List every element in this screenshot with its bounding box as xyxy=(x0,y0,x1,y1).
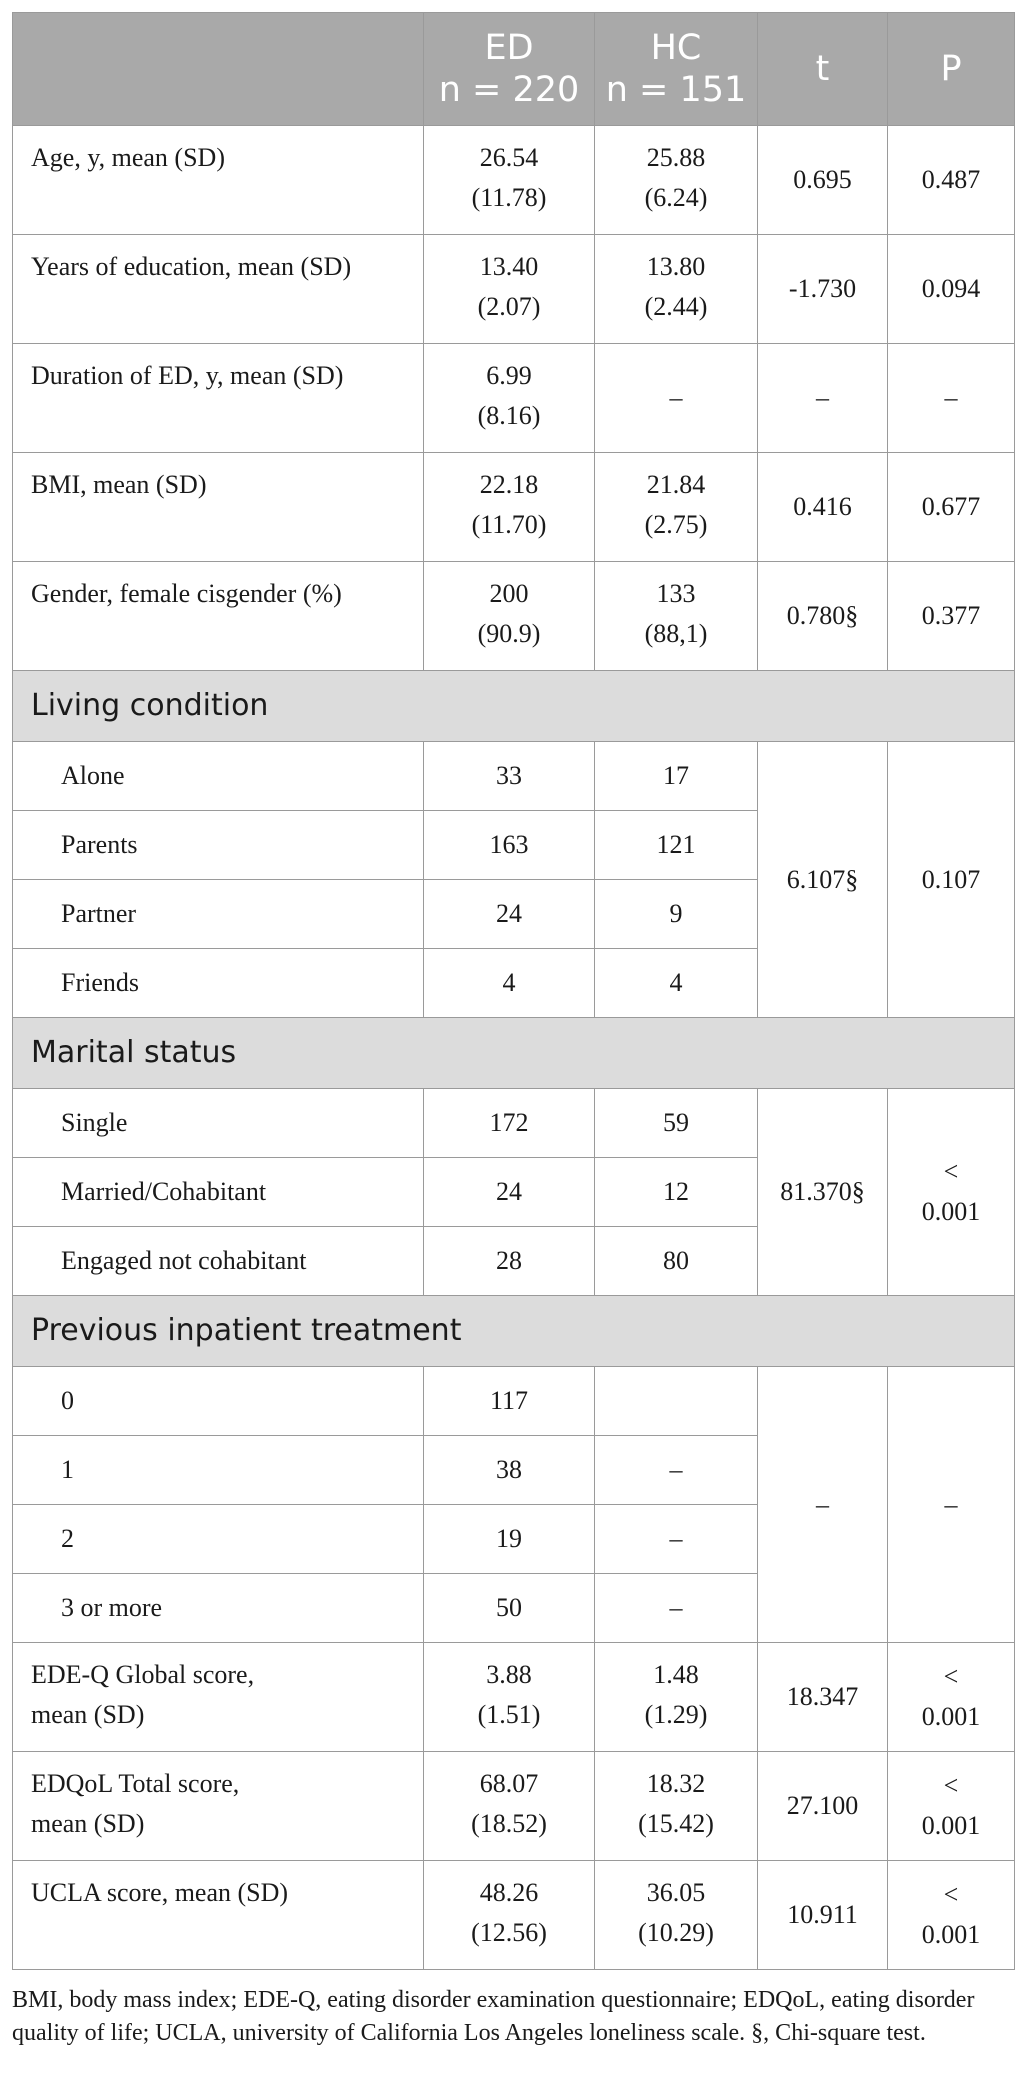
row-label: Age, y, mean (SD) xyxy=(13,126,424,235)
ed-sd: (11.78) xyxy=(471,183,547,212)
table-row xyxy=(13,126,1015,235)
row-label: 1 xyxy=(13,1436,424,1505)
ed-sd: (1.51) xyxy=(477,1700,541,1729)
t-value: 0.695 xyxy=(758,126,888,235)
ed-mean: 68.07 xyxy=(479,1769,539,1798)
p-value: 0.107 xyxy=(888,742,1015,1018)
t-value: 27.100 xyxy=(758,1752,888,1861)
hc-sd: (15.42) xyxy=(638,1809,714,1838)
hc-value: – xyxy=(595,1574,758,1643)
ed-value xyxy=(424,453,595,562)
hc-sd: (10.29) xyxy=(638,1918,714,1947)
row-label: Parents xyxy=(13,811,424,880)
p-value: 0.487 xyxy=(888,126,1015,235)
row-label: BMI, mean (SD) xyxy=(13,453,424,562)
hc-value: – xyxy=(595,1436,758,1505)
table-row xyxy=(13,1861,1015,1970)
p-less-than: < xyxy=(943,1880,959,1909)
ed-mean: 26.54 xyxy=(479,143,539,172)
ed-value: 50 xyxy=(424,1574,595,1643)
hc-value: 12 xyxy=(595,1158,758,1227)
ed-value: 19 xyxy=(424,1505,595,1574)
p-value xyxy=(888,1089,1015,1296)
ed-value: 117 xyxy=(424,1367,595,1436)
hc-mean: 18.32 xyxy=(646,1769,706,1798)
hc-value: – xyxy=(595,1505,758,1574)
hc-value xyxy=(595,1861,758,1970)
header-t: t xyxy=(758,13,888,126)
table-row xyxy=(13,344,1015,453)
ed-mean: 3.88 xyxy=(486,1660,532,1689)
header-hc-label: HC xyxy=(650,28,702,68)
ed-value: 24 xyxy=(424,1158,595,1227)
ed-value: 28 xyxy=(424,1227,595,1296)
table-row xyxy=(13,235,1015,344)
ed-mean: 13.40 xyxy=(479,252,539,281)
p-value: – xyxy=(888,344,1015,453)
hc-mean: 36.05 xyxy=(646,1878,706,1907)
section-header-row xyxy=(13,1018,1015,1089)
table-row xyxy=(13,1089,1015,1158)
header-blank xyxy=(13,13,424,126)
header-hc xyxy=(595,13,758,126)
hc-value: 4 xyxy=(595,949,758,1018)
p-value: 0.377 xyxy=(888,562,1015,671)
hc-sd: (1.29) xyxy=(644,1700,708,1729)
hc-sd: (2.44) xyxy=(644,292,708,321)
row-label: 3 or more xyxy=(13,1574,424,1643)
t-value: 10.911 xyxy=(758,1861,888,1970)
hc-value: 59 xyxy=(595,1089,758,1158)
table-header-row xyxy=(13,13,1015,126)
row-label: Gender, female cisgender (%) xyxy=(13,562,424,671)
p-threshold: 0.001 xyxy=(921,1920,981,1949)
p-less-than: < xyxy=(943,1157,959,1186)
ed-value xyxy=(424,562,595,671)
t-value: 18.347 xyxy=(758,1643,888,1752)
ed-value: 33 xyxy=(424,742,595,811)
ed-percent: (90.9) xyxy=(477,619,541,648)
header-ed xyxy=(424,13,595,126)
t-value: – xyxy=(758,1367,888,1643)
row-label: Duration of ED, y, mean (SD) xyxy=(13,344,424,453)
header-ed-n: n = 220 xyxy=(438,70,580,110)
hc-value: 9 xyxy=(595,880,758,949)
ed-value: 38 xyxy=(424,1436,595,1505)
row-label: Years of education, mean (SD) xyxy=(13,235,424,344)
hc-mean: 25.88 xyxy=(646,143,706,172)
row-label: Alone xyxy=(13,742,424,811)
t-value: 6.107§ xyxy=(758,742,888,1018)
hc-value xyxy=(595,562,758,671)
hc-value: 80 xyxy=(595,1227,758,1296)
p-threshold: 0.001 xyxy=(921,1702,981,1731)
ed-value xyxy=(424,1643,595,1752)
ed-value: 24 xyxy=(424,880,595,949)
table-row xyxy=(13,742,1015,811)
hc-percent: (88,1) xyxy=(644,619,708,648)
row-label: Friends xyxy=(13,949,424,1018)
hc-value xyxy=(595,1643,758,1752)
hc-sd: (6.24) xyxy=(644,183,708,212)
row-label-line2: mean (SD) xyxy=(31,1700,145,1729)
row-label-line2: mean (SD) xyxy=(31,1809,145,1838)
p-less-than: < xyxy=(943,1771,959,1800)
header-hc-n: n = 151 xyxy=(605,70,747,110)
ed-value: 163 xyxy=(424,811,595,880)
section-header-row xyxy=(13,671,1015,742)
ed-value: 4 xyxy=(424,949,595,1018)
hc-value xyxy=(595,453,758,562)
p-threshold: 0.001 xyxy=(921,1197,981,1226)
hc-count: 133 xyxy=(656,579,696,608)
row-label: UCLA score, mean (SD) xyxy=(13,1861,424,1970)
p-value xyxy=(888,1752,1015,1861)
table-row xyxy=(13,1643,1015,1752)
hc-value: – xyxy=(595,344,758,453)
ed-sd: (11.70) xyxy=(471,510,547,539)
p-value xyxy=(888,1643,1015,1752)
ed-mean: 6.99 xyxy=(486,361,532,390)
ed-count: 200 xyxy=(489,579,529,608)
p-less-than: < xyxy=(943,1662,959,1691)
ed-value xyxy=(424,235,595,344)
row-label xyxy=(13,1752,424,1861)
p-value xyxy=(888,1861,1015,1970)
table-row xyxy=(13,1752,1015,1861)
hc-value xyxy=(595,235,758,344)
demographics-table xyxy=(12,12,1015,1970)
p-threshold: 0.001 xyxy=(921,1811,981,1840)
ed-mean: 22.18 xyxy=(479,470,539,499)
row-label-line1: EDQoL Total score, xyxy=(31,1769,240,1798)
ed-sd: (2.07) xyxy=(477,292,541,321)
ed-sd: (18.52) xyxy=(471,1809,547,1838)
p-value: 0.094 xyxy=(888,235,1015,344)
ed-value xyxy=(424,344,595,453)
ed-value xyxy=(424,1752,595,1861)
table-row xyxy=(13,562,1015,671)
row-label: 0 xyxy=(13,1367,424,1436)
section-title-inpatient: Previous inpatient treatment xyxy=(13,1296,1015,1367)
header-p: P xyxy=(888,13,1015,126)
row-label: Single xyxy=(13,1089,424,1158)
t-value: 0.416 xyxy=(758,453,888,562)
hc-mean: 21.84 xyxy=(646,470,706,499)
row-label: Partner xyxy=(13,880,424,949)
row-label: 2 xyxy=(13,1505,424,1574)
t-value: – xyxy=(758,344,888,453)
ed-value: 172 xyxy=(424,1089,595,1158)
row-label: Married/Cohabitant xyxy=(13,1158,424,1227)
row-label-line1: EDE-Q Global score, xyxy=(31,1660,255,1689)
hc-mean: 13.80 xyxy=(646,252,706,281)
t-value: 0.780§ xyxy=(758,562,888,671)
hc-value: 121 xyxy=(595,811,758,880)
section-header-row xyxy=(13,1296,1015,1367)
hc-value: 17 xyxy=(595,742,758,811)
ed-mean: 48.26 xyxy=(479,1878,539,1907)
section-title-marital: Marital status xyxy=(13,1018,1015,1089)
table-row xyxy=(13,1367,1015,1436)
p-value: – xyxy=(888,1367,1015,1643)
table-row xyxy=(13,453,1015,562)
ed-value xyxy=(424,126,595,235)
row-label xyxy=(13,1643,424,1752)
hc-value xyxy=(595,126,758,235)
hc-sd: (2.75) xyxy=(644,510,708,539)
ed-sd: (8.16) xyxy=(477,401,541,430)
t-value: 81.370§ xyxy=(758,1089,888,1296)
hc-mean: 1.48 xyxy=(653,1660,699,1689)
hc-value xyxy=(595,1367,758,1436)
hc-value xyxy=(595,1752,758,1861)
section-title-living: Living condition xyxy=(13,671,1015,742)
t-value: -1.730 xyxy=(758,235,888,344)
ed-value xyxy=(424,1861,595,1970)
demographics-table-container xyxy=(12,12,1014,2050)
table-footnote: BMI, body mass index; EDE-Q, eating disorder examination questionnaire; EDQoL, eating disorder quality of life; UCLA, university of California Los Angeles loneliness scale. §, Chi-square test. xyxy=(12,1987,975,2046)
header-ed-label: ED xyxy=(484,28,534,68)
p-value: 0.677 xyxy=(888,453,1015,562)
ed-sd: (12.56) xyxy=(471,1918,547,1947)
row-label: Engaged not cohabitant xyxy=(13,1227,424,1296)
